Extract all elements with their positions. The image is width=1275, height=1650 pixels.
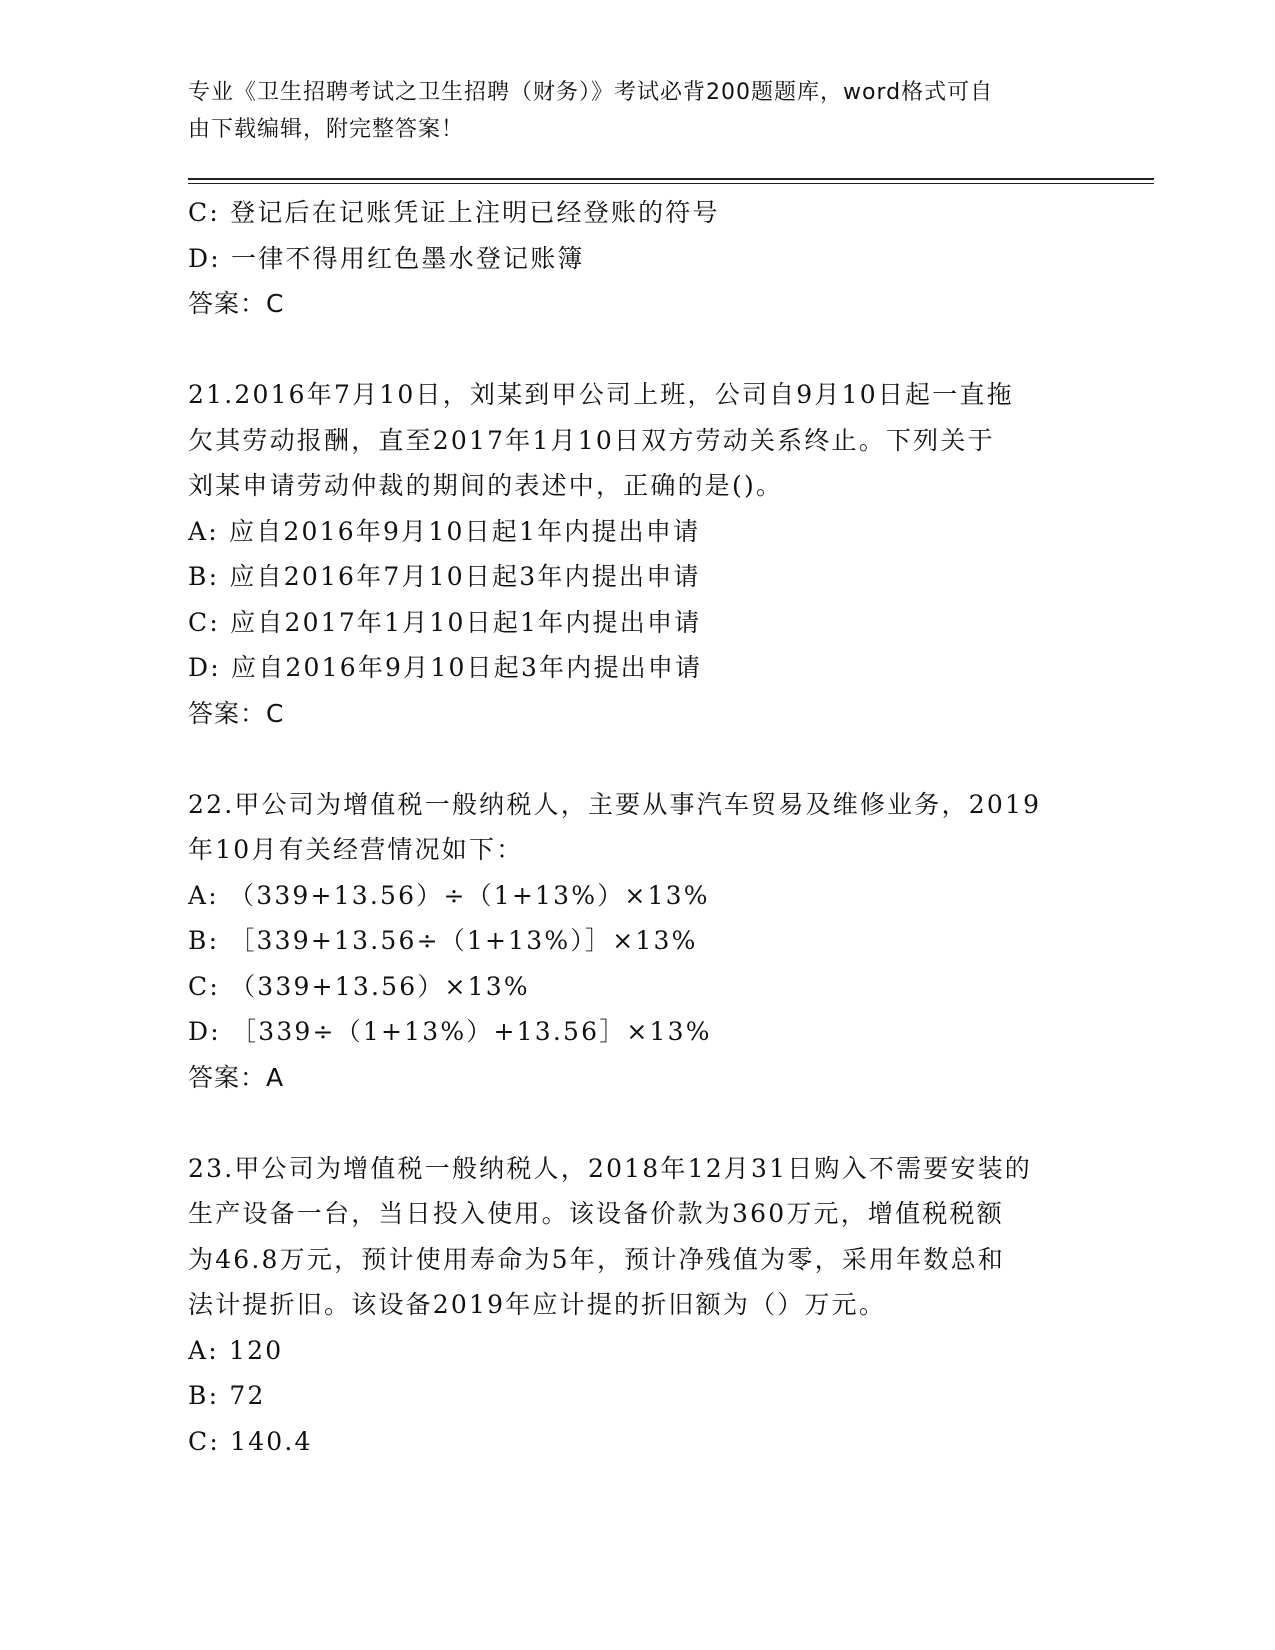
option-c: C: 登记后在记账凭证上注明已经登账的符号 bbox=[188, 198, 720, 227]
page-header bbox=[188, 74, 1068, 148]
option-c: C: （339+13.56）×13% bbox=[188, 971, 530, 1001]
spacer bbox=[188, 1100, 1088, 1146]
option-a: A: （339+13.56）÷（1+13%）×13% bbox=[188, 880, 710, 910]
option-c: C: 140.4 bbox=[188, 1426, 313, 1456]
spacer bbox=[188, 736, 1088, 782]
answer: 答案：C bbox=[188, 698, 285, 728]
answer: 答案：A bbox=[188, 1062, 285, 1092]
option-d: D: ［339÷（1+13%）+13.56］×13% bbox=[188, 1017, 712, 1046]
question-23 bbox=[188, 1146, 1088, 1465]
option-a: A: 应自2016年9月10日起1年内提出申请 bbox=[188, 516, 701, 546]
option-d: D: 一律不得用红色墨水登记账簿 bbox=[188, 243, 585, 273]
header-divider-thin bbox=[188, 183, 1154, 184]
question-text-line: 法计提折旧。该设备2019年应计提的折旧额为（）万元。 bbox=[188, 1290, 887, 1319]
option-b: B: 72 bbox=[188, 1381, 266, 1410]
header-divider-thick bbox=[188, 178, 1154, 180]
option-a: A: 120 bbox=[188, 1335, 284, 1365]
question-21 bbox=[188, 372, 1088, 736]
option-d: D: 应自2016年9月10日起3年内提出申请 bbox=[188, 653, 703, 682]
document-body bbox=[188, 190, 1088, 1464]
header-line-2: 由下载编辑，附完整答案！ bbox=[188, 117, 465, 142]
header-line-1: 专业《卫生招聘考试之卫生招聘（财务）》考试必背200题题库，word格式可自 bbox=[188, 80, 994, 105]
question-text-line: 生产设备一台，当日投入使用。该设备价款为360万元，增值税税额 bbox=[188, 1199, 1004, 1228]
option-b: B: 应自2016年7月10日起3年内提出申请 bbox=[188, 562, 701, 591]
question-text-line: 22.甲公司为增值税一般纳税人，主要从事汽车贸易及维修业务，2019 bbox=[188, 789, 1042, 819]
question-text-line: 年10月有关经营情况如下： bbox=[188, 835, 524, 864]
question-text-line: 为46.8万元，预计使用寿命为5年，预计净残值为零，采用年数总和 bbox=[188, 1244, 1005, 1274]
question-22 bbox=[188, 782, 1088, 1101]
question-text-line: 23.甲公司为增值税一般纳税人，2018年12月31日购入不需要安装的 bbox=[188, 1153, 1033, 1183]
question-text-line: 刘某申请劳动仲裁的期间的表述中，正确的是()。 bbox=[188, 471, 784, 500]
option-c: C: 应自2017年1月10日起1年内提出申请 bbox=[188, 607, 702, 637]
answer: 答案：C bbox=[188, 289, 285, 318]
question-text-line: 欠其劳动报酬，直至2017年1月10日双方劳动关系终止。下列关于 bbox=[188, 425, 995, 455]
question-text-line: 21.2016年7月10日，刘某到甲公司上班，公司自9月10日起一直拖 bbox=[188, 380, 1014, 409]
spacer bbox=[188, 327, 1088, 373]
option-b: B: ［339+13.56÷（1+13%）］×13% bbox=[188, 926, 698, 955]
question-20-tail bbox=[188, 190, 1088, 327]
